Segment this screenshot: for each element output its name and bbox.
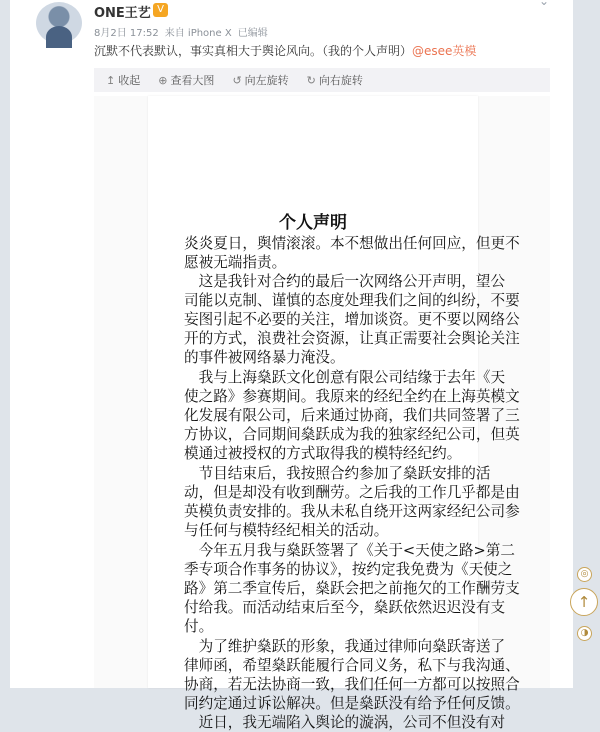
- collapse-label: 收起: [118, 74, 141, 87]
- document-title: 个人声明: [279, 213, 347, 233]
- rotate-left-button[interactable]: [232, 72, 288, 88]
- username[interactable]: ONE王艺: [94, 6, 151, 21]
- document-line: 的事件被网络暴力淹没。: [184, 349, 345, 366]
- post-meta: [94, 24, 274, 39]
- document-line: 节目结束后，我按照合约参加了燊跃安排的活: [184, 465, 491, 482]
- vip-badge-icon: V: [153, 3, 168, 17]
- feedback-icon[interactable]: ◎: [577, 567, 592, 582]
- avatar[interactable]: [36, 2, 82, 44]
- document-line: 愿被无端指责。: [184, 254, 287, 271]
- edited-label[interactable]: 已编辑: [237, 28, 268, 39]
- document-line: 同约定通过诉讼解决。但是燊跃没有给予任何反馈。: [184, 695, 520, 712]
- collapse-button[interactable]: [106, 72, 140, 88]
- zoom-icon: ⊕: [158, 73, 168, 87]
- document-line: 与任何与模特经纪相关的活动。: [184, 522, 389, 539]
- document-line: 使之路》参赛期间。我原来的经纪全约在上海英模文: [184, 388, 520, 405]
- post-date[interactable]: 8月2日 17:52: [94, 28, 159, 39]
- document-line: 季专项合作事务的协议》，按约定我免费为《天使之: [184, 561, 513, 578]
- mention-link[interactable]: @esee英模: [412, 44, 477, 58]
- document-line: 妄图引起不必要的关注，增加谈资。更不要以网络公: [184, 311, 520, 328]
- document-line: 动，但是却没有收到酬劳。之后我的工作几乎都是由: [184, 484, 520, 501]
- rotate-right-button[interactable]: [307, 72, 363, 88]
- post-image[interactable]: [94, 96, 550, 731]
- document-line: 模通过被授权的方式取得我的模特经纪约。: [184, 445, 462, 462]
- document-line: 英模负责安排的。我从未私自绕开这两家经纪公司参: [184, 503, 520, 520]
- document-line: 近日，我无端陷入舆论的漩涡，公司不但没有对: [184, 714, 506, 731]
- document-line: 为了维护燊跃的形象，我通过律师向燊跃寄送了: [184, 638, 506, 655]
- document-line: 我与上海燊跃文化创意有限公司结缘于去年《天: [184, 369, 506, 386]
- collapse-icon: ↥: [106, 73, 116, 87]
- night-mode-icon[interactable]: ◑: [577, 626, 592, 641]
- statement-document: [148, 96, 520, 731]
- document-line: 律师函，希望燊跃能履行合同义务，私下与我沟通、: [184, 657, 520, 674]
- document-line: 化发展有限公司，后来通过协商，我们共同签署了三: [184, 407, 520, 424]
- document-line: 协商，若无法协商一致，我们任何一方都可以按照合: [184, 676, 520, 693]
- document-line: 司能以克制、谨慎的态度处理我们之间的纠纷，不要: [184, 292, 520, 309]
- rotate-right-icon: ↻: [306, 73, 316, 87]
- document-line: 付。: [184, 618, 214, 635]
- view-large-label: 查看大图: [170, 74, 215, 87]
- document-line: 这是我针对合约的最后一次网络公开声明，望公: [184, 273, 506, 290]
- document-line: 今年五月我与燊跃签署了《关于<天使之路>第二: [184, 542, 515, 559]
- post-body: 沉默不代表默认，事实真相大于舆论风向。（我的个人声明）: [94, 44, 413, 58]
- chevron-down-icon[interactable]: ⌄: [538, 0, 550, 8]
- document-line: 开的方式，浪费社会资源，让真正需要社会舆论关注: [184, 330, 520, 347]
- rotate-left-label: 向左旋转: [244, 74, 289, 87]
- rotate-left-icon: ↺: [232, 73, 242, 87]
- image-toolbar: [94, 68, 550, 92]
- back-to-top-icon[interactable]: ↑: [570, 588, 598, 616]
- weibo-post-card: [10, 0, 573, 731]
- document-line: 付给我。而活动结束后至今，燊跃依然迟迟没有支: [184, 599, 506, 616]
- view-large-button[interactable]: [158, 72, 214, 88]
- rotate-right-label: 向右旋转: [318, 74, 363, 87]
- document-line: 路》第二季宣传后，燊跃会把之前拖欠的工作酬劳支: [184, 580, 520, 597]
- document-line: 方协议，合同期间燊跃成为我的独家经纪公司，但英: [184, 426, 520, 443]
- post-text: [94, 42, 476, 59]
- document-line: 炎炎夏日，舆情滚滚。本不想做出任何回应，但更不: [184, 235, 520, 252]
- post-source: 来自 iPhone X: [164, 28, 232, 39]
